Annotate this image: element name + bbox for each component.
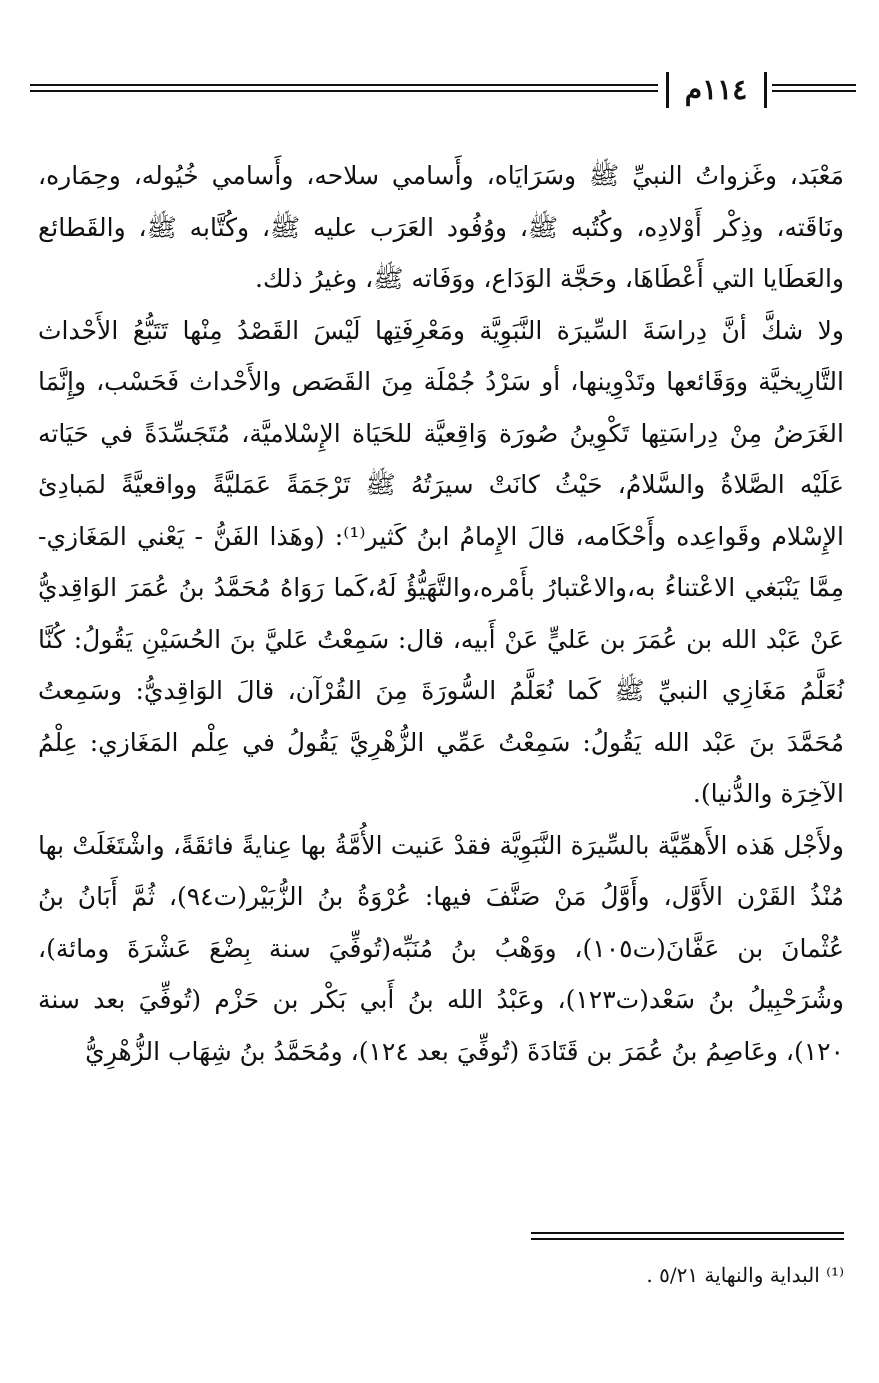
page-number: ١١٤م <box>684 73 748 106</box>
paragraph: ولأَجْل هَذه الأَهمِّيَّة بالسِّيرَة النَّبَوِيَّة فقدْ عَنيت الأُمَّةُ بها عِنايةً فائقَةً، واشْتَغَلَتْ بها مُنْذُ القَرْن الأَوَّل، وأَوَّلُ مَنْ صَنَّفَ فيها: عُرْوَةُ بنُ الزُّبَيْر(ت٩٤)، ثُمَّ أَبَانُ بنُ عُثْمانَ بن عَفَّانَ(ت١٠٥)، ووَهْبُ بنُ مُنَبِّه(تُوفِّيَ سنة بِضْعَ عَشْرَةَ ومائة)، وشُرَحْبِيلُ بنُ سَعْد(ت١٢٣)، وعَبْدُ الله بنُ أَبي بَكْر بن حَزْم (تُوفِّيَ بعد سنة ١٢٠)، وعَاصِمُ بنُ عُمَرَ بن قَتَادَةَ (تُوفِّيَ بعد ١٢٤)، ومُحَمَّدُ بنُ شِهَاب الزُّهْرِيُّ <box>38 830 845 1066</box>
footnote-marker: ⁽¹⁾ <box>826 1263 844 1287</box>
header-rule-left <box>30 84 658 96</box>
body-text <box>38 150 844 1077</box>
footnote-separator <box>531 1232 844 1244</box>
header-divider-right <box>764 72 767 108</box>
paragraph: ولا شكَّ أنَّ دِراسَةَ السِّيرَة النَّبَوِيَّة ومَعْرِفَتِها لَيْسَ القَصْدُ مِنْها تَتَبُّعُ الأَحْداث التَّارِيخيَّة ووَقَائعها وتَدْوِينها، أو سَرْدُ جُمْلَة مِنَ القَصَص والأَحْداث فَحَسْب، وإِنَّمَا الغَرَضُ مِنْ دِراسَتِها تَكْوِينُ صُورَة وَاقِعيَّة للحَيَاة الإِسْلاميَّة، مُتَجَسِّدَةً في حَيَاته عَلَيْه الصَّلاةُ والسَّلامُ، حَيْثُ كانَتْ سيرَتُهُ ﷺ تَرْجَمَةً عَمَليَّةً وواقعيَّةً لمَبادِئ الإِسْلام وقَواعِده وأَحْكَامه، قالَ الإِمامُ ابنُ كَثير⁽¹⁾: (وهَذا الفَنُّ - يَعْني المَغَازي- مِمَّا يَنْبَغي الاعْتناءُ به،والاعْتبارُ بأَمْره،والتَّهَيُّؤُ لَهُ،كَما رَوَاهُ مُحَمَّدُ بنُ عُمَرَ الوَاقِديُّ عَنْ عَبْد الله بن عُمَرَ بن عَليٍّ عَنْ أَبيه، قال: سَمِعْتُ عَليَّ بنَ الحُسَيْنِ يَقُولُ: كُنَّا نُعَلَّمُ مَغَازِي النبيِّ ﷺ كَما نُعَلَّمُ السُّورَةَ مِنَ القُرْآن، قالَ الوَاقِديُّ: وسَمِعتُ مُحَمَّدَ بنَ عَبْد الله يَقُولُ: سَمِعْتُ عَمِّي الزُّهْرِيَّ يَقُولُ في عِلْم المَغَازي: عِلْمُ الآخِرَة والدُّنيا). <box>38 315 845 808</box>
header-divider-left <box>666 72 669 108</box>
footnote <box>244 1262 844 1288</box>
page-header <box>30 72 856 112</box>
paragraph: مَعْبَد، وغَزواتُ النبيِّ ﷺ وسَرَايَاه، وأَسامي سلاحه، وأَسامي خُيُوله، وحِمَاره، ونَاقَته، وذِكْر أَوْلادِه، وكُتُبه ﷺ، ووُفُود العَرَب عليه ﷺ، وكُتَّابه ﷺ، والقَطائع والعَطَايا التي أَعْطَاهَا، وحَجَّة الوَدَاع، ووَفَاته ﷺ، وغيرُ ذلك. <box>38 161 844 293</box>
header-rule-right <box>772 84 856 96</box>
footnote-text: البداية والنهاية ٥/٢١ . <box>646 1263 820 1287</box>
